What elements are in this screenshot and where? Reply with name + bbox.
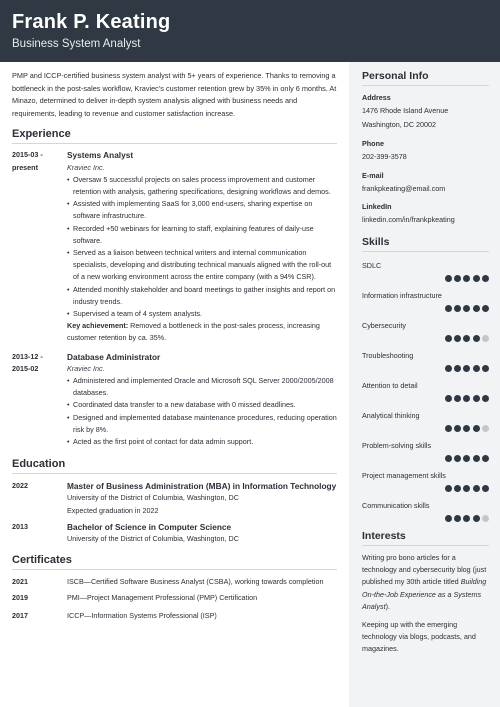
interest-item: Keeping up with the emerging technology via blogs, podcasts, and magazines.	[362, 620, 476, 654]
rating-dot-filled	[473, 425, 480, 432]
job-role: Database Administrator	[67, 351, 161, 362]
interest-text-end: ).	[385, 601, 390, 611]
education-body	[67, 521, 337, 545]
summary-text: PMP and ICCP-certified business system analyst with 5+ years of experience. Thanks to removing a bottleneck in the post-sales workflow, Kraviec’s customer retention grew by 35% in only 6 months. At Minazo, determined to deliver in-depth system analysis aligned with business needs and requirements, leading to revenue and customer satisfaction increase.	[12, 71, 337, 118]
job-bullets	[67, 174, 337, 320]
key-achievement	[67, 320, 337, 344]
rating-dot-filled	[445, 425, 452, 432]
personal-info	[362, 92, 489, 227]
job-company: Kraviec Inc.	[67, 363, 105, 373]
certificate-text: ICCP—Information Systems Professional (ISP)	[67, 610, 217, 620]
job-entry	[12, 149, 337, 344]
rating-dot-filled	[473, 275, 480, 282]
rating-dot-filled	[445, 485, 452, 492]
job-body	[67, 351, 337, 449]
education-section	[12, 458, 337, 545]
certificate-entry	[12, 610, 337, 622]
certificate-text: PMI—Project Management Professional (PMP) Certification	[67, 593, 258, 603]
address-line: 1476 Rhode Island Avenue	[362, 106, 449, 115]
skill-item	[362, 282, 489, 312]
job-bullet: • Served as a liaison between technical writers and internal communication specialists, developing and distributing technical manuals aligned with the roll-out of a new working environment across the entire company (with a 94% CSR).	[67, 247, 337, 284]
job-bullet: • Oversaw 5 successful projects on sales process improvement and customer retention with analysis, gathering specifications, designing workflows and demos.	[67, 174, 337, 198]
skill-item	[362, 342, 489, 372]
certificate-entry	[12, 592, 337, 604]
skill-name: Problem-solving skills	[362, 441, 432, 450]
education-degree: Master of Business Administration (MBA) in Information Technology	[67, 481, 337, 492]
experience-heading: Experience	[12, 128, 337, 144]
rating-dot-filled	[445, 275, 452, 282]
education-body	[67, 480, 337, 517]
job-bullet: • Coordinated data transfer to a new database with 0 missed deadlines.	[67, 399, 337, 411]
phone-value: 202-399-3578	[362, 152, 407, 161]
interests-heading: Interests	[362, 530, 489, 546]
skill-name: Communication skills	[362, 501, 430, 510]
job-date-end: 2015-02	[12, 363, 39, 373]
job-body	[67, 149, 337, 344]
education-entry	[12, 480, 337, 517]
rating-dot-filled	[473, 395, 480, 402]
address-label: Address	[362, 93, 391, 102]
article-title: Building On-the-Job Experience as a Systems Analyst	[362, 577, 487, 611]
linkedin-value: linkedin.com/in/frankpkeating	[362, 215, 455, 224]
job-bullet: • Recorded +50 webinars for learning to staff, explaining features of daily-use software.	[67, 223, 337, 247]
certificate-year: 2021	[12, 577, 28, 587]
rating-dot-filled	[473, 365, 480, 372]
skill-item	[362, 252, 489, 282]
key-achievement-text: Removed a bottleneck in the post-sales process, increasing customer retention by ca. 35%.	[67, 321, 320, 343]
rating-dot-filled	[445, 395, 452, 402]
rating-dot-filled	[445, 515, 452, 522]
skill-item	[362, 492, 489, 522]
education-school: University of the District of Columbia, Washington, DC	[67, 534, 239, 544]
certificate-entry	[12, 576, 337, 588]
skill-item	[362, 462, 489, 492]
email-value: frankpkeating@email.com	[362, 184, 446, 193]
candidate-title: Business System Analyst	[12, 38, 141, 50]
main-column	[0, 62, 349, 707]
certificates-section	[12, 554, 337, 622]
rating-dot-filled	[473, 485, 480, 492]
education-year: 2022	[12, 481, 28, 491]
rating-dot-filled	[473, 455, 480, 462]
rating-dot-filled	[473, 335, 480, 342]
skill-name: Troubleshooting	[362, 351, 414, 360]
certificate-year: 2017	[12, 610, 28, 620]
skill-name: SDLC	[362, 261, 382, 270]
job-bullets	[67, 375, 337, 448]
key-achievement-label: Key achievement:	[67, 321, 129, 331]
skills-heading: Skills	[362, 236, 489, 252]
email-label: E-mail	[362, 171, 384, 180]
certificate-text: ISCB—Certified Software Business Analyst (CSBA), working towards completion	[67, 577, 324, 587]
job-bullet: • Supervised a team of 4 system analysts.	[67, 308, 337, 320]
rating-dot-filled	[445, 365, 452, 372]
candidate-name: Frank P. Keating	[12, 11, 171, 33]
skill-name: Cybersecurity	[362, 321, 406, 330]
job-date	[12, 351, 67, 449]
rating-dot-filled	[445, 335, 452, 342]
skill-name: Information infrastructure	[362, 291, 442, 300]
certificates-heading: Certificates	[12, 554, 337, 570]
skill-item	[362, 312, 489, 342]
job-date-end: present	[12, 162, 38, 172]
education-heading: Education	[12, 458, 337, 474]
job-entry	[12, 351, 337, 449]
rating-dot-filled	[473, 305, 480, 312]
interest-text: Writing pro bono articles for a technology and cybersecurity blog (just published my 30th article titled	[362, 553, 487, 587]
job-bullet: • Assisted with implementing SaaS for 3,000 end-users, sharing expertise on software infrastructure.	[67, 198, 337, 222]
phone-label: Phone	[362, 139, 384, 148]
job-date-start: 2015-03 -	[12, 150, 43, 160]
experience-section	[12, 128, 337, 448]
resume-header	[0, 0, 500, 62]
linkedin-label: LinkedIn	[362, 202, 392, 211]
personal-info-heading: Personal Info	[362, 70, 489, 86]
education-degree: Bachelor of Science in Computer Science	[67, 521, 232, 532]
rating-dot-filled	[454, 515, 461, 522]
sidebar	[349, 62, 500, 707]
education-year: 2013	[12, 521, 28, 531]
job-bullet: • Administered and implemented Oracle and Microsoft SQL Server 2000/2005/2008 databases.	[67, 375, 337, 399]
skill-item	[362, 432, 489, 462]
skill-item	[362, 402, 489, 432]
job-bullet: • Designed and implemented database maintenance procedures, reducing operation risk by 8%.	[67, 412, 337, 436]
job-bullet: • Attended monthly stakeholder and board meetings to gather insights and report on industry trends.	[67, 284, 337, 308]
job-date-start: 2013-12 -	[12, 351, 43, 361]
rating-dot-filled	[463, 515, 470, 522]
rating-dot-filled	[473, 515, 480, 522]
education-entry	[12, 521, 337, 545]
rating-dot-filled	[445, 455, 452, 462]
skills-list	[362, 252, 489, 522]
job-company: Kraviec Inc.	[67, 162, 105, 172]
skill-name: Project management skills	[362, 471, 446, 480]
job-role: Systems Analyst	[67, 150, 134, 161]
skill-name: Analytical thinking	[362, 411, 420, 420]
job-bullet: • Acted as the first point of contact for data admin support.	[67, 436, 337, 448]
address-line: Washington, DC 20002	[362, 120, 437, 129]
education-note: Expected graduation in 2022	[67, 505, 159, 515]
education-school: University of the District of Columbia, Washington, DC	[67, 493, 239, 503]
certificate-year: 2019	[12, 593, 28, 603]
skill-item	[362, 372, 489, 402]
interest-item	[362, 552, 489, 613]
rating-dot-empty	[482, 515, 489, 522]
skill-rating	[362, 515, 489, 522]
rating-dot-filled	[445, 305, 452, 312]
job-date	[12, 149, 67, 344]
skill-name: Attention to detail	[362, 381, 418, 390]
